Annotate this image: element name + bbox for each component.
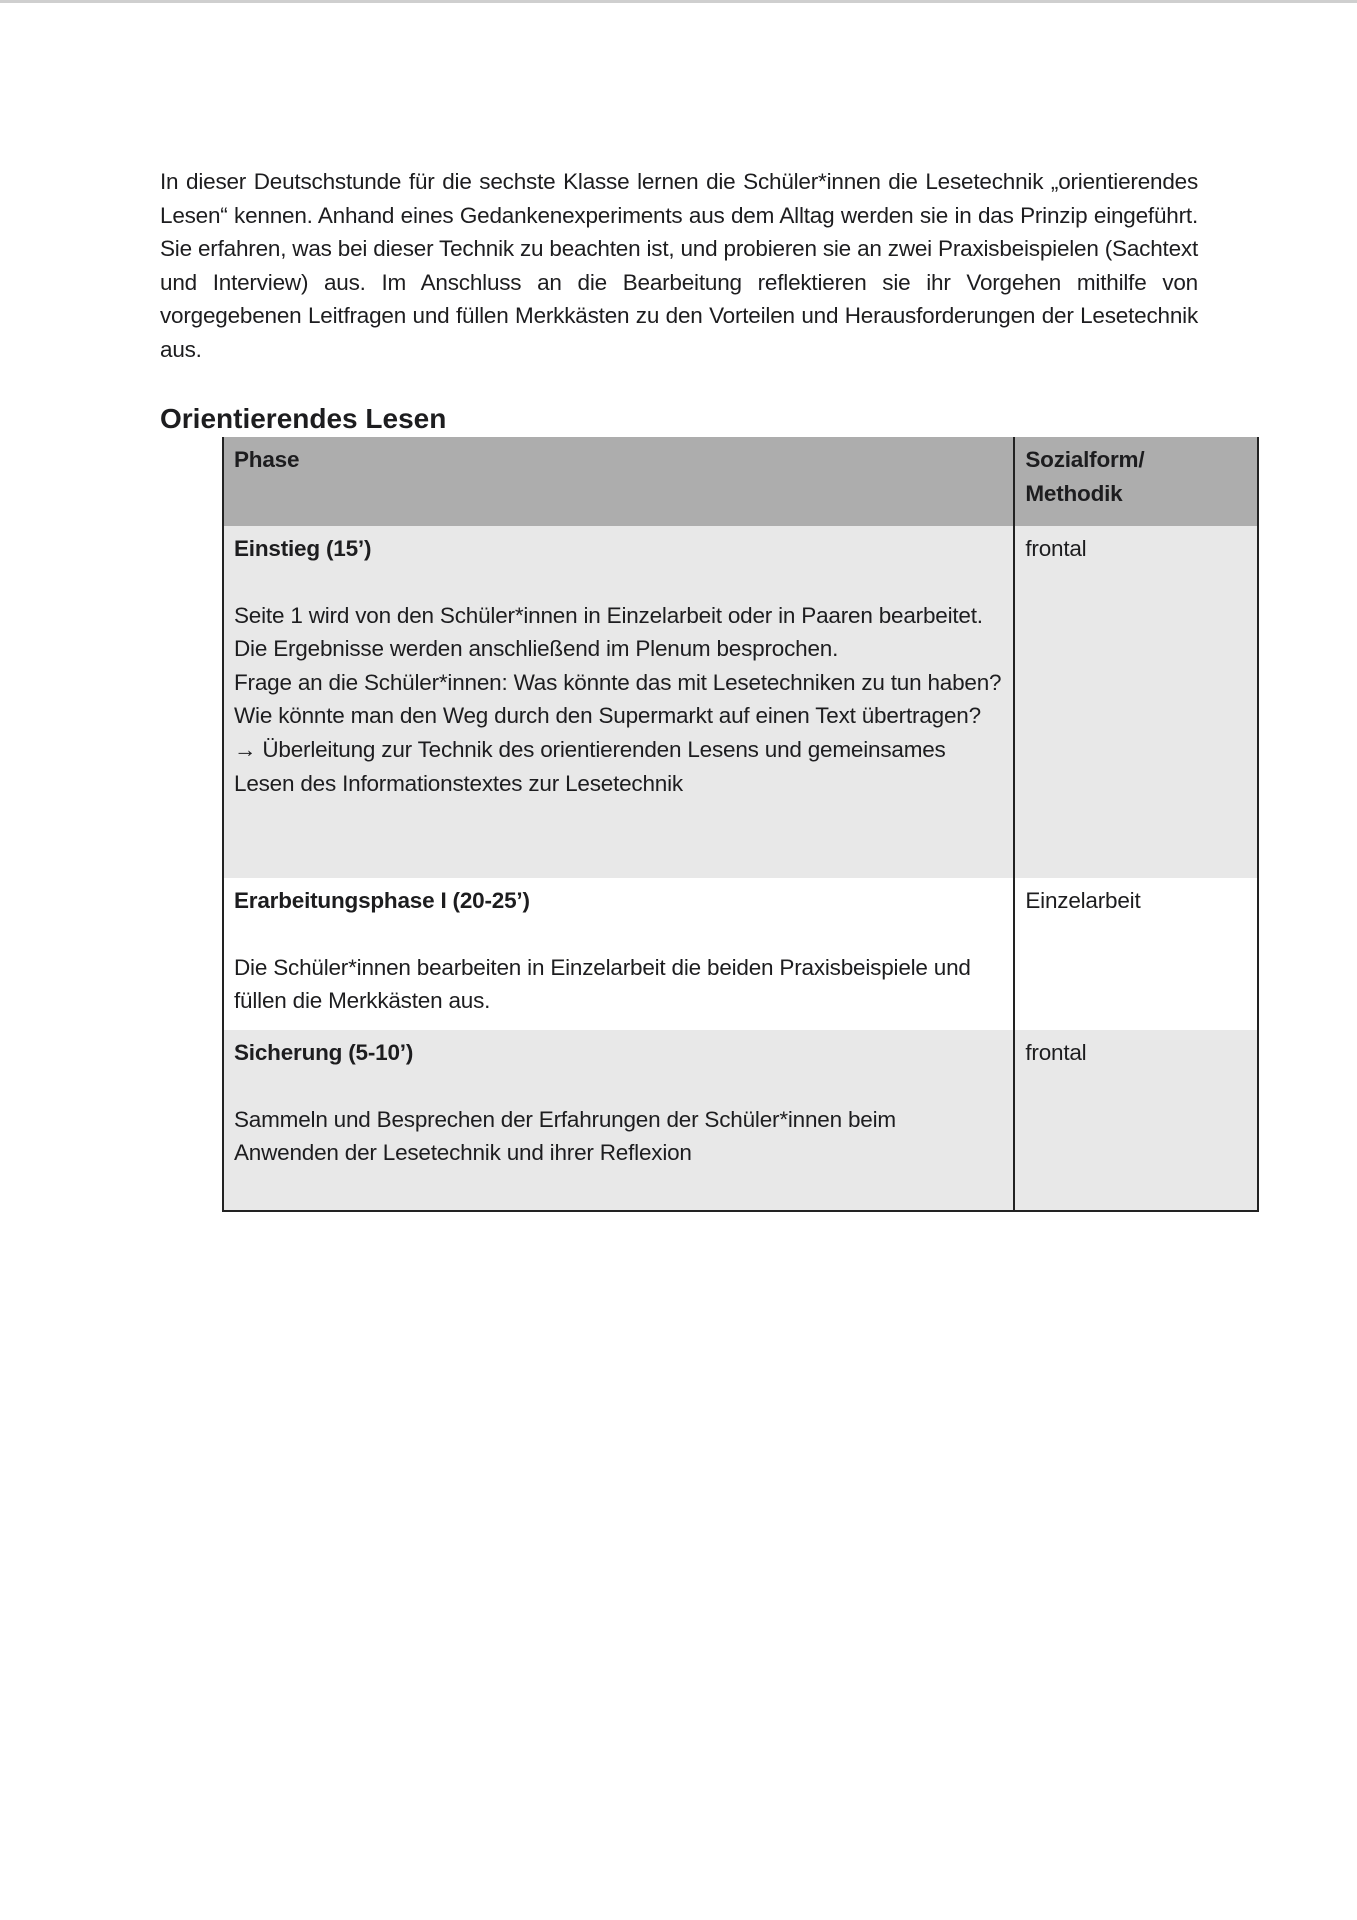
phase-description: Sammeln und Besprechen der Erfahrungen der Schüler*innen beim Anwenden der Lesetechnik und ihrer Reflexion [234, 1106, 896, 1166]
header-method [1014, 437, 1258, 526]
header-phase: Phase [223, 437, 1014, 526]
page-top-edge [0, 0, 1357, 3]
table-row [223, 526, 1258, 878]
table-row [223, 1030, 1258, 1211]
phase-description-2: Frage an die Schüler*innen: Was könnte das mit Lesetechniken zu tun haben? Wie könnte man den Weg durch den Supermarkt auf einen Text übertragen? → Überleitung zur Technik des orientierenden Lesens und gemeinsames Lesen des Informationstextes zur Lesetechnik [234, 669, 1002, 796]
method-cell: Einzelarbeit [1014, 878, 1258, 1030]
header-method-label: Sozialform/ Methodik [1025, 447, 1145, 506]
method-cell: frontal [1014, 526, 1258, 878]
lesson-plan-table [222, 437, 1259, 1212]
method-cell: frontal [1014, 1030, 1258, 1211]
phase-description: Seite 1 wird von den Schüler*innen in Einzelarbeit oder in Paaren bearbeitet. Die Ergebnisse werden anschließend im Plenum besprochen. [234, 602, 983, 662]
phase-cell [223, 878, 1014, 1030]
phase-description: Die Schüler*innen bearbeiten in Einzelarbeit die beiden Praxisbeispiele und füllen die Merkkästen aus. [234, 954, 971, 1014]
table-row [223, 878, 1258, 1030]
intro-paragraph: In dieser Deutschstunde für die sechste Klasse lernen die Schüler*innen die Lesetechnik „orientierendes Lesen“ kennen. Anhand eines Gedankenexperiments aus dem Alltag werden sie in das Prinzip eingeführt. Sie erfahren, was bei dieser Technik zu beachten ist, und probieren sie an zwei Praxisbeispielen (Sachtext und Interview) aus. Im Anschluss an die Bearbeitung reflektieren sie ihr Vorgehen mithilfe von vorgegebenen Leitfragen und füllen Merkkästen zu den Vorteilen und Herausforderungen der Lesetechnik aus. [160, 169, 1198, 362]
section-heading: Orientierendes Lesen [160, 403, 447, 434]
phase-title: Einstieg (15’) [234, 536, 372, 561]
phase-title: Erarbeitungsphase I (20-25’) [234, 888, 530, 913]
phase-title: Sicherung (5-10’) [234, 1040, 414, 1065]
phase-cell [223, 1030, 1014, 1211]
table-header-row [223, 437, 1258, 526]
phase-cell [223, 526, 1014, 878]
